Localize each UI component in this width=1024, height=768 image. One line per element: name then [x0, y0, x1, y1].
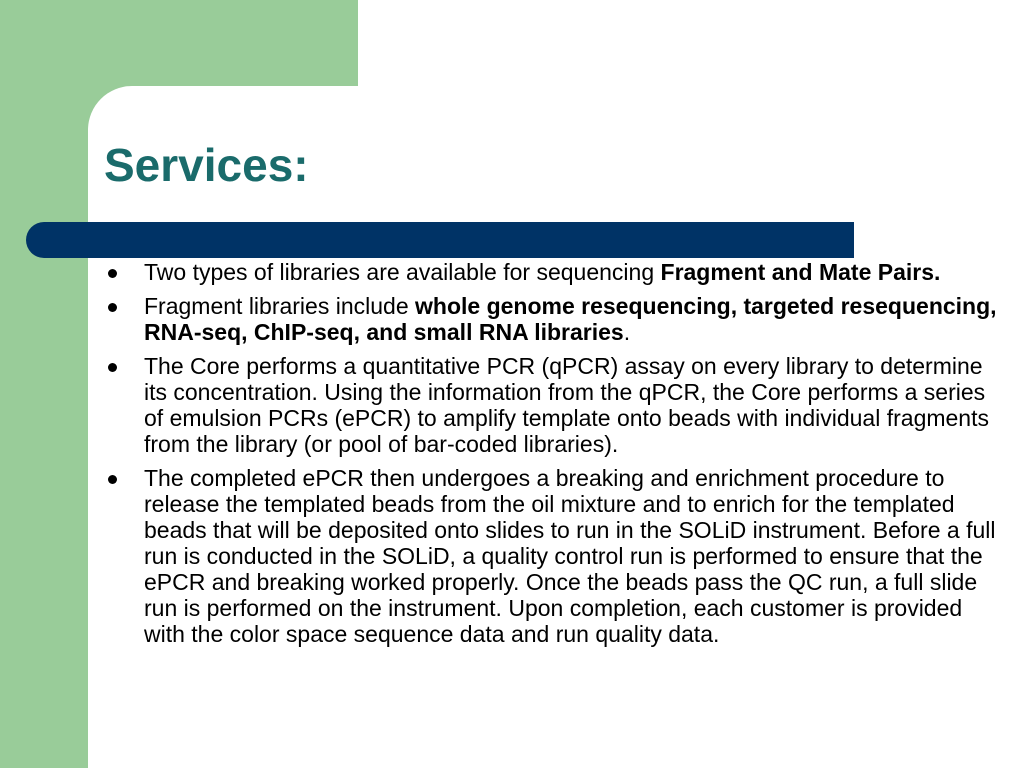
bullet-text: Two types of libraries are available for sequencing [144, 259, 661, 285]
bullet-item [104, 353, 1004, 457]
title-underline-bar [26, 222, 854, 258]
bullet-text: The completed ePCR then undergoes a breaking and enrichment procedure to release the templated beads from the oil mixture and to enrich for the templated beads that will be deposited onto slides to run in the SOLiD instrument. Before a full run is conducted in the SOLiD, a quality control run is performed to ensure that the ePCR and breaking worked properly. Once the beads pass the QC run, a full slide run is performed on the instrument. Upon completion, each customer is provided with the color space sequence data and run quality data. [144, 465, 996, 647]
bullet-dot-icon [108, 303, 117, 312]
bullet-tail-text: . [623, 319, 631, 345]
bullet-dot-icon [108, 363, 117, 372]
bullet-text: Fragment libraries include [144, 293, 416, 319]
bullet-text: The Core performs a quantitative PCR (qPCR) assay on every library to determine its concentration. Using the information from the qPCR, the Core performs a series of emulsion PCRs (ePCR) to amplify template onto beads with individual fragments from the library (or pool of bar-coded libraries). [144, 353, 989, 457]
bullet-bold-text: whole genome resequencing, targeted resequencing, RNA-seq, ChIP-seq, and small RNA libraries [144, 293, 997, 345]
bullet-list [104, 259, 1004, 655]
bullet-item [104, 259, 1004, 285]
slide-title: Services: [104, 139, 309, 191]
bullet-bold-text: Fragment and Mate Pairs. [660, 259, 941, 285]
bullet-dot-icon [108, 475, 117, 484]
bullet-item [104, 293, 1004, 345]
bullet-item [104, 465, 1004, 647]
bullet-dot-icon [108, 269, 117, 278]
